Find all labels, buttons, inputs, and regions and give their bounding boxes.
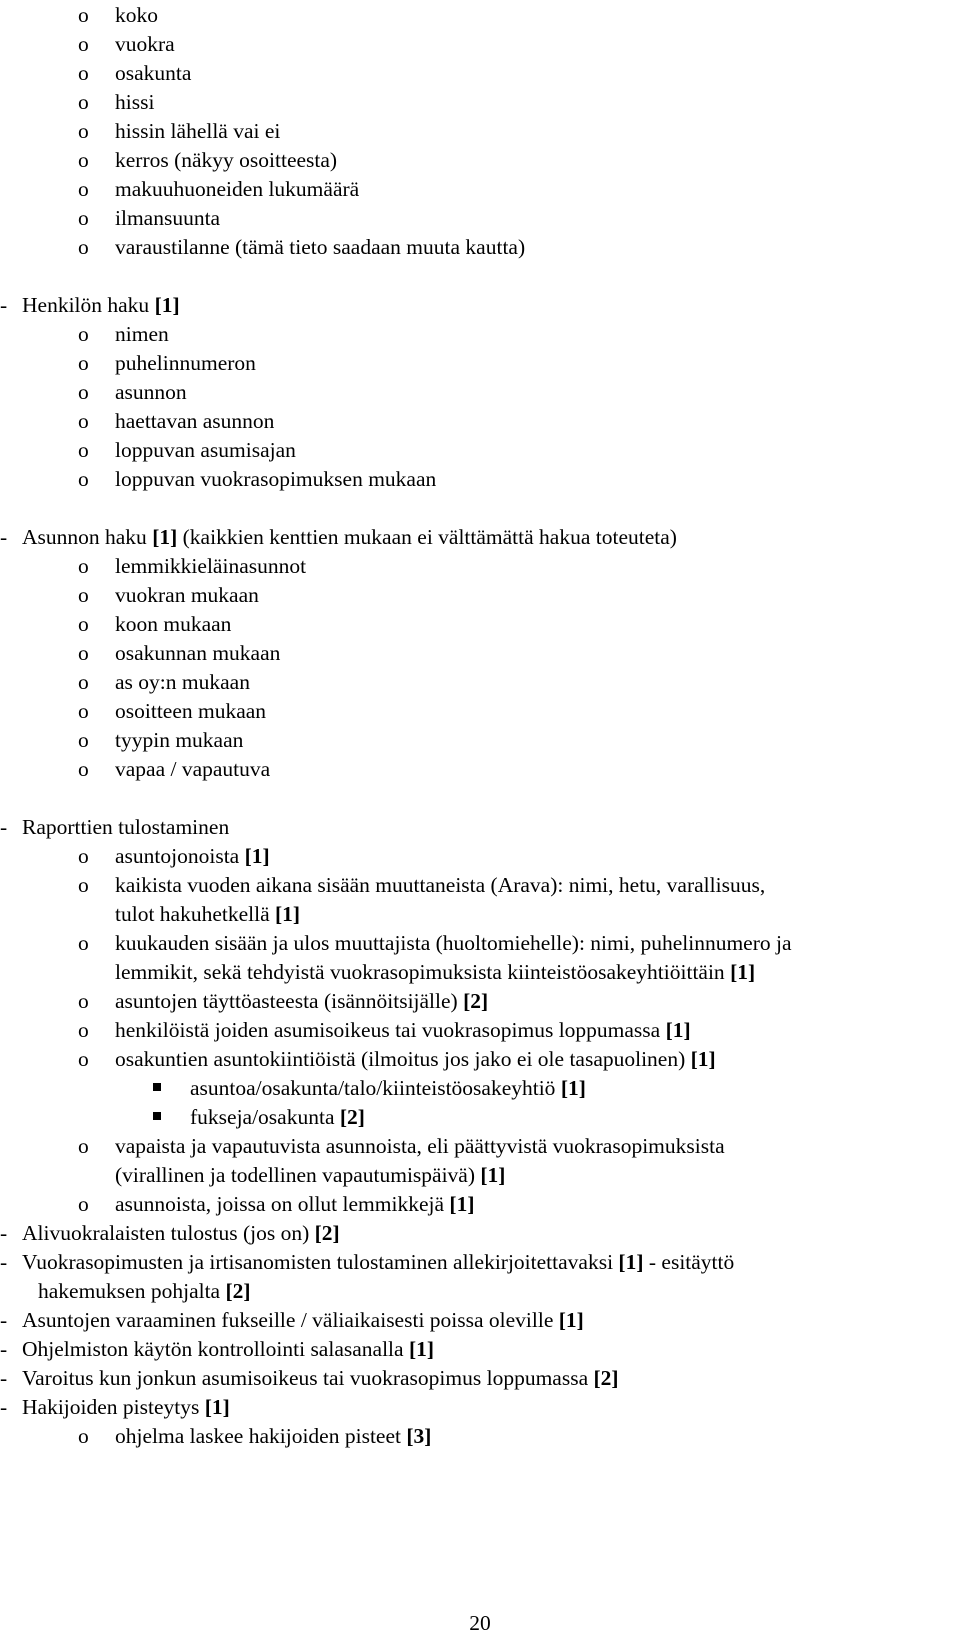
circle-bullet: o — [78, 1134, 89, 1158]
list-item — [190, 1073, 586, 1103]
list-item-text: nimen — [115, 322, 169, 346]
list-item-text: vapaista ja vapautuvista asunnoista, eli päättyvistä vuokrasopimuksista — [115, 1134, 725, 1158]
list-item-text: tulot hakuhetkellä — [115, 902, 276, 926]
dash-bullet: - — [0, 815, 8, 839]
list-item-text: ilmansuunta — [115, 206, 221, 230]
list-item — [22, 1218, 340, 1248]
list-item-text: (kaikkien kenttien mukaan ei välttämättä hakua toteuteta) — [177, 525, 677, 549]
list-item-text: as oy:n mukaan — [115, 670, 250, 694]
list-item-text: asunnon — [115, 380, 187, 404]
list-item — [115, 638, 280, 668]
list-item — [115, 348, 256, 378]
list-item-text: osoitteen mukaan — [115, 699, 267, 723]
list-item-text: Asuntojen varaaminen fukseille / väliaikaisesti poissa oleville — [22, 1308, 559, 1332]
circle-bullet: o — [78, 612, 89, 636]
list-item — [115, 406, 274, 436]
circle-bullet: o — [78, 380, 89, 404]
circle-bullet: o — [78, 322, 89, 346]
list-item-text: kaikista vuoden aikana sisään muuttaneista (Arava): nimi, hetu, varallisuus, — [115, 873, 766, 897]
list-item — [190, 1102, 365, 1132]
list-item-text: - esitäyttö — [643, 1250, 735, 1274]
list-item — [115, 145, 337, 175]
list-item-text: koon mukaan — [115, 612, 232, 636]
list-item — [115, 551, 306, 581]
circle-bullet: o — [78, 177, 89, 201]
dash-bullet: - — [0, 293, 8, 317]
list-item-text: Alivuokralaisten tulostus (jos on) — [22, 1221, 315, 1245]
circle-bullet: o — [78, 728, 89, 752]
list-item — [115, 377, 187, 407]
list-item — [115, 319, 169, 349]
list-item-text: Raporttien tulostaminen — [22, 815, 230, 839]
list-item — [115, 29, 175, 59]
list-item-text: osakuntien asuntokiintiöistä (ilmoitus jos jako ei ole tasapuolinen) — [115, 1047, 691, 1071]
circle-bullet: o — [78, 3, 89, 27]
priority-tag: [1] — [275, 902, 301, 926]
list-item — [115, 58, 191, 88]
list-item-text: vuokran mukaan — [115, 583, 259, 607]
priority-tag: [3] — [406, 1424, 432, 1448]
list-item — [115, 841, 270, 871]
dash-bullet: - — [0, 1250, 8, 1274]
list-item-text: hakemuksen pohjalta — [38, 1279, 226, 1303]
priority-tag: [1] — [204, 1395, 230, 1419]
list-item-text: Hakijoiden pisteytys — [22, 1395, 205, 1419]
list-item — [22, 290, 180, 320]
list-item — [115, 1421, 431, 1451]
list-item-text: asuntoa/osakunta/talo/kiinteistöosakeyhtiö — [190, 1076, 561, 1100]
list-item-text: tyypin mukaan — [115, 728, 244, 752]
priority-tag: [1] — [154, 293, 180, 317]
priority-tag: [2] — [463, 989, 489, 1013]
list-item-text: asunnoista, joissa on ollut lemmikkejä — [115, 1192, 450, 1216]
list-item-text: (virallinen ja todellinen vapautumispäivä) — [115, 1163, 481, 1187]
list-item-text: koko — [115, 3, 158, 27]
dash-bullet: - — [0, 1308, 8, 1332]
priority-tag: [1] — [665, 1018, 691, 1042]
list-item-text: henkilöistä joiden asumisoikeus tai vuokrasopimus loppumassa — [115, 1018, 666, 1042]
circle-bullet: o — [78, 1192, 89, 1216]
list-item-text: loppuvan asumisajan — [115, 438, 296, 462]
circle-bullet: o — [78, 583, 89, 607]
list-item — [115, 1131, 725, 1161]
circle-bullet: o — [78, 1018, 89, 1042]
list-item-text: varaustilanne (tämä tieto saadaan muuta kautta) — [115, 235, 526, 259]
priority-tag: [1] — [449, 1192, 475, 1216]
list-item — [115, 1044, 716, 1074]
circle-bullet: o — [78, 438, 89, 462]
list-item — [115, 1015, 691, 1045]
priority-tag: [2] — [593, 1366, 619, 1390]
list-item — [22, 1247, 734, 1277]
priority-tag: [2] — [314, 1221, 340, 1245]
square-bullet-icon — [153, 1112, 161, 1120]
list-item-text: Varoitus kun jonkun asumisoikeus tai vuokrasopimus loppumassa — [22, 1366, 594, 1390]
list-item — [115, 609, 231, 639]
list-item — [115, 1160, 505, 1190]
list-item — [22, 1392, 230, 1422]
list-item-text: osakunnan mukaan — [115, 641, 281, 665]
circle-bullet: o — [78, 409, 89, 433]
list-item — [38, 1276, 251, 1306]
circle-bullet: o — [78, 1424, 89, 1448]
list-item-text: asuntojonoista — [115, 844, 245, 868]
list-item-text: loppuvan vuokrasopimuksen mukaan — [115, 467, 437, 491]
list-item-text: ohjelma laskee hakijoiden pisteet — [115, 1424, 407, 1448]
list-item — [115, 435, 296, 465]
circle-bullet: o — [78, 206, 89, 230]
list-item — [115, 696, 266, 726]
list-item — [22, 522, 677, 552]
circle-bullet: o — [78, 670, 89, 694]
priority-tag: [2] — [339, 1105, 365, 1129]
priority-tag: [1] — [690, 1047, 716, 1071]
circle-bullet: o — [78, 989, 89, 1013]
priority-tag: [1] — [152, 525, 178, 549]
circle-bullet: o — [78, 32, 89, 56]
list-item — [115, 899, 300, 929]
circle-bullet: o — [78, 119, 89, 143]
priority-tag: [2] — [225, 1279, 251, 1303]
list-item — [115, 1189, 474, 1219]
list-item — [115, 986, 488, 1016]
circle-bullet: o — [78, 699, 89, 723]
list-item — [22, 812, 229, 842]
list-item — [115, 116, 280, 146]
circle-bullet: o — [78, 148, 89, 172]
priority-tag: [1] — [618, 1250, 644, 1274]
list-item-text: makuuhuoneiden lukumäärä — [115, 177, 360, 201]
list-item — [22, 1363, 619, 1393]
circle-bullet: o — [78, 90, 89, 114]
list-item-text: lemmikit, sekä tehdyistä vuokrasopimuksista kiinteistöosakeyhtiöittäin — [115, 960, 731, 984]
list-item — [22, 1305, 584, 1335]
list-item-text: lemmikkieläinasunnot — [115, 554, 307, 578]
list-item-text: haettavan asunnon — [115, 409, 275, 433]
circle-bullet: o — [78, 61, 89, 85]
circle-bullet: o — [78, 931, 89, 955]
list-item — [115, 174, 359, 204]
list-item — [115, 928, 792, 958]
circle-bullet: o — [78, 1047, 89, 1071]
list-item-text: kerros (näkyy osoitteesta) — [115, 148, 338, 172]
page-number: 20 — [469, 1611, 491, 1635]
dash-bullet: - — [0, 1337, 8, 1361]
list-item-text: vapaa / vapautuva — [115, 757, 271, 781]
list-item — [115, 0, 158, 30]
circle-bullet: o — [78, 351, 89, 375]
list-item — [22, 1334, 434, 1364]
circle-bullet: o — [78, 467, 89, 491]
circle-bullet: o — [78, 235, 89, 259]
list-item — [115, 754, 270, 784]
list-item-text: puhelinnumeron — [115, 351, 256, 375]
list-item — [115, 725, 243, 755]
list-item — [115, 87, 154, 117]
list-item-text: vuokra — [115, 32, 175, 56]
list-item-text: fukseja/osakunta — [190, 1105, 340, 1129]
list-item-text: Henkilön haku — [22, 293, 155, 317]
list-item-text: kuukauden sisään ja ulos muuttajista (huoltomiehelle): nimi, puhelinnumero ja — [115, 931, 792, 955]
dash-bullet: - — [0, 1221, 8, 1245]
dash-bullet: - — [0, 1366, 8, 1390]
dash-bullet: - — [0, 1395, 8, 1419]
list-item — [115, 464, 436, 494]
priority-tag: [1] — [408, 1337, 435, 1361]
priority-tag: [1] — [244, 844, 270, 868]
circle-bullet: o — [78, 873, 89, 897]
list-item — [115, 870, 765, 900]
circle-bullet: o — [78, 757, 89, 781]
priority-tag: [1] — [560, 1076, 586, 1100]
list-item-text: Ohjelmiston käytön kontrollointi salasanalla — [22, 1337, 409, 1361]
list-item — [115, 203, 220, 233]
list-item-text: hissin lähellä vai ei — [115, 119, 281, 143]
list-item-text: asuntojen täyttöasteesta (isännöitsijälle) — [115, 989, 464, 1013]
square-bullet-icon — [153, 1083, 161, 1091]
list-item-text: Vuokrasopimusten ja irtisanomisten tulostaminen allekirjoitettavaksi — [22, 1250, 619, 1274]
list-item — [115, 667, 250, 697]
circle-bullet: o — [78, 554, 89, 578]
list-item — [115, 957, 755, 987]
list-item — [115, 580, 259, 610]
list-item — [115, 232, 525, 262]
circle-bullet: o — [78, 641, 89, 665]
priority-tag: [1] — [480, 1163, 506, 1187]
list-item-text: Asunnon haku — [22, 525, 153, 549]
priority-tag: [1] — [558, 1308, 584, 1332]
priority-tag: [1] — [730, 960, 756, 984]
list-item-text: hissi — [115, 90, 155, 114]
circle-bullet: o — [78, 844, 89, 868]
list-item-text: osakunta — [115, 61, 192, 85]
dash-bullet: - — [0, 525, 8, 549]
